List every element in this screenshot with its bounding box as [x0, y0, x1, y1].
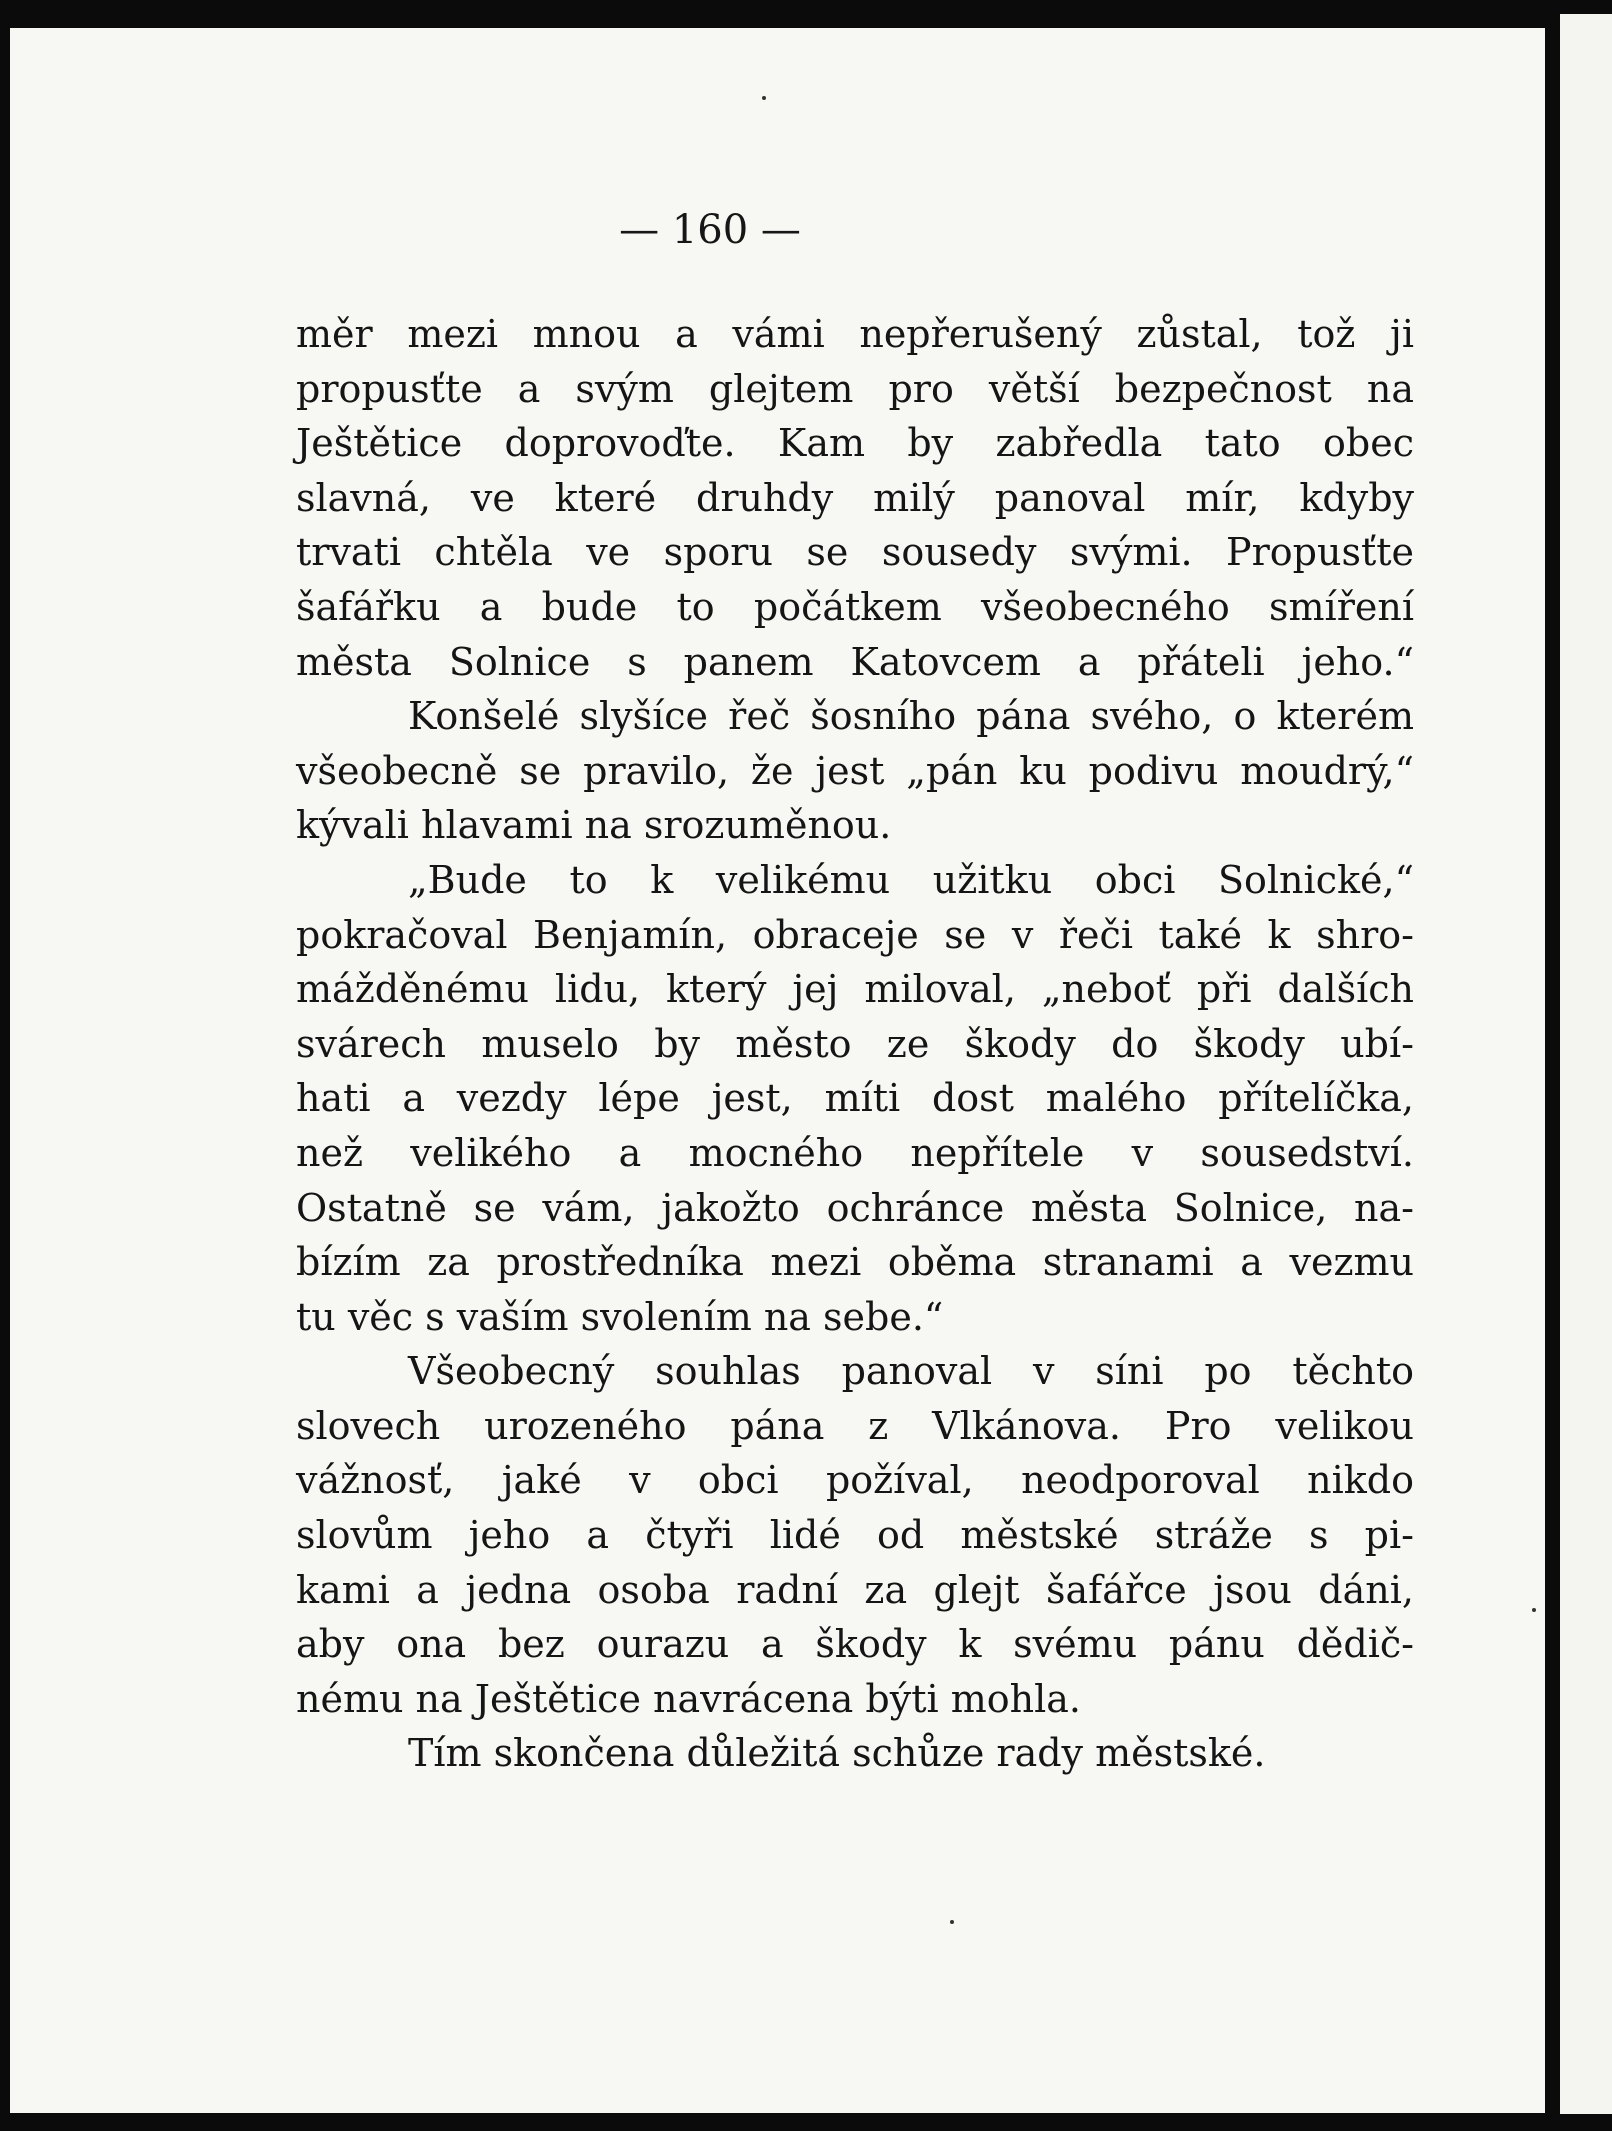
text-line: „Bude to k velikému užitku obci Solnické,“: [408, 857, 1414, 902]
text-line: Tím skončena důležitá schůze rady městské.: [408, 1731, 1266, 1776]
text-line: města Solnice s panem Katovcem a přáteli jeho.“: [296, 639, 1414, 684]
text-line: bízím za prostředníka mezi oběma stranami a vezmu: [296, 1240, 1414, 1285]
text-line: slovům jeho a čtyři lidé od městské stráže s pi-: [296, 1513, 1414, 1558]
scan-speck: [1532, 1608, 1536, 1612]
text-line: všeobecně se pravilo, že jest „pán ku podivu moudrý,“: [296, 748, 1414, 793]
scan-speck: [950, 1920, 954, 1924]
text-line: tu věc s vaším svolením na sebe.“: [296, 1294, 944, 1339]
text-line: šafářku a bude to počátkem všeobecného smíření: [296, 584, 1414, 629]
text-line: vážnosť, jaké v obci požíval, neodporoval nikdo: [296, 1458, 1414, 1503]
text-line: mážděnému lidu, který jej miloval, „neboť při dalších: [296, 967, 1414, 1012]
text-line: slavná, ve které druhdy milý panoval mír, kdyby: [296, 475, 1414, 520]
scan-speck: [762, 96, 766, 100]
text-line: Ostatně se vám, jakožto ochránce města Solnice, na-: [296, 1185, 1414, 1230]
text-line: trvati chtěla ve sporu se sousedy svými. Propusťte: [296, 530, 1414, 575]
text-line: Konšelé slyšíce řeč šosního pána svého, o kterém: [408, 694, 1414, 739]
text-line: propusťte a svým glejtem pro větší bezpečnost na: [296, 366, 1414, 411]
text-line: kývali hlavami na srozuměnou.: [296, 803, 892, 848]
body-text: [296, 307, 1414, 1781]
text-line: Všeobecný souhlas panoval v síni po těchto: [408, 1349, 1414, 1394]
text-line: měr mezi mnou a vámi nepřerušený zůstal, tož ji: [296, 312, 1414, 356]
page-number: — 160 —: [619, 207, 801, 253]
text-line: slovech urozeného pána z Vlkánova. Pro velikou: [296, 1403, 1414, 1448]
text-line: pokračoval Benjamín, obraceje se v řeči také k shro-: [296, 912, 1414, 957]
text-line: nému na Ještětice navrácena býti mohla.: [296, 1676, 1081, 1721]
text-line: hati a vezdy lépe jest, míti dost malého přítelíčka,: [296, 1076, 1414, 1121]
text-line: aby ona bez ourazu a škody k svému pánu dědič-: [296, 1622, 1414, 1667]
text-line: Ještětice doprovoďte. Kam by zabředla tato obec: [296, 421, 1414, 466]
adjacent-page-edge: [1560, 14, 1612, 2114]
text-line: svárech muselo by město ze škody do škody ubí-: [296, 1021, 1414, 1066]
text-line: než velikého a mocného nepřítele v sousedství.: [296, 1130, 1414, 1175]
text-line: kami a jedna osoba radní za glejt šafářce jsou dáni,: [296, 1567, 1414, 1612]
